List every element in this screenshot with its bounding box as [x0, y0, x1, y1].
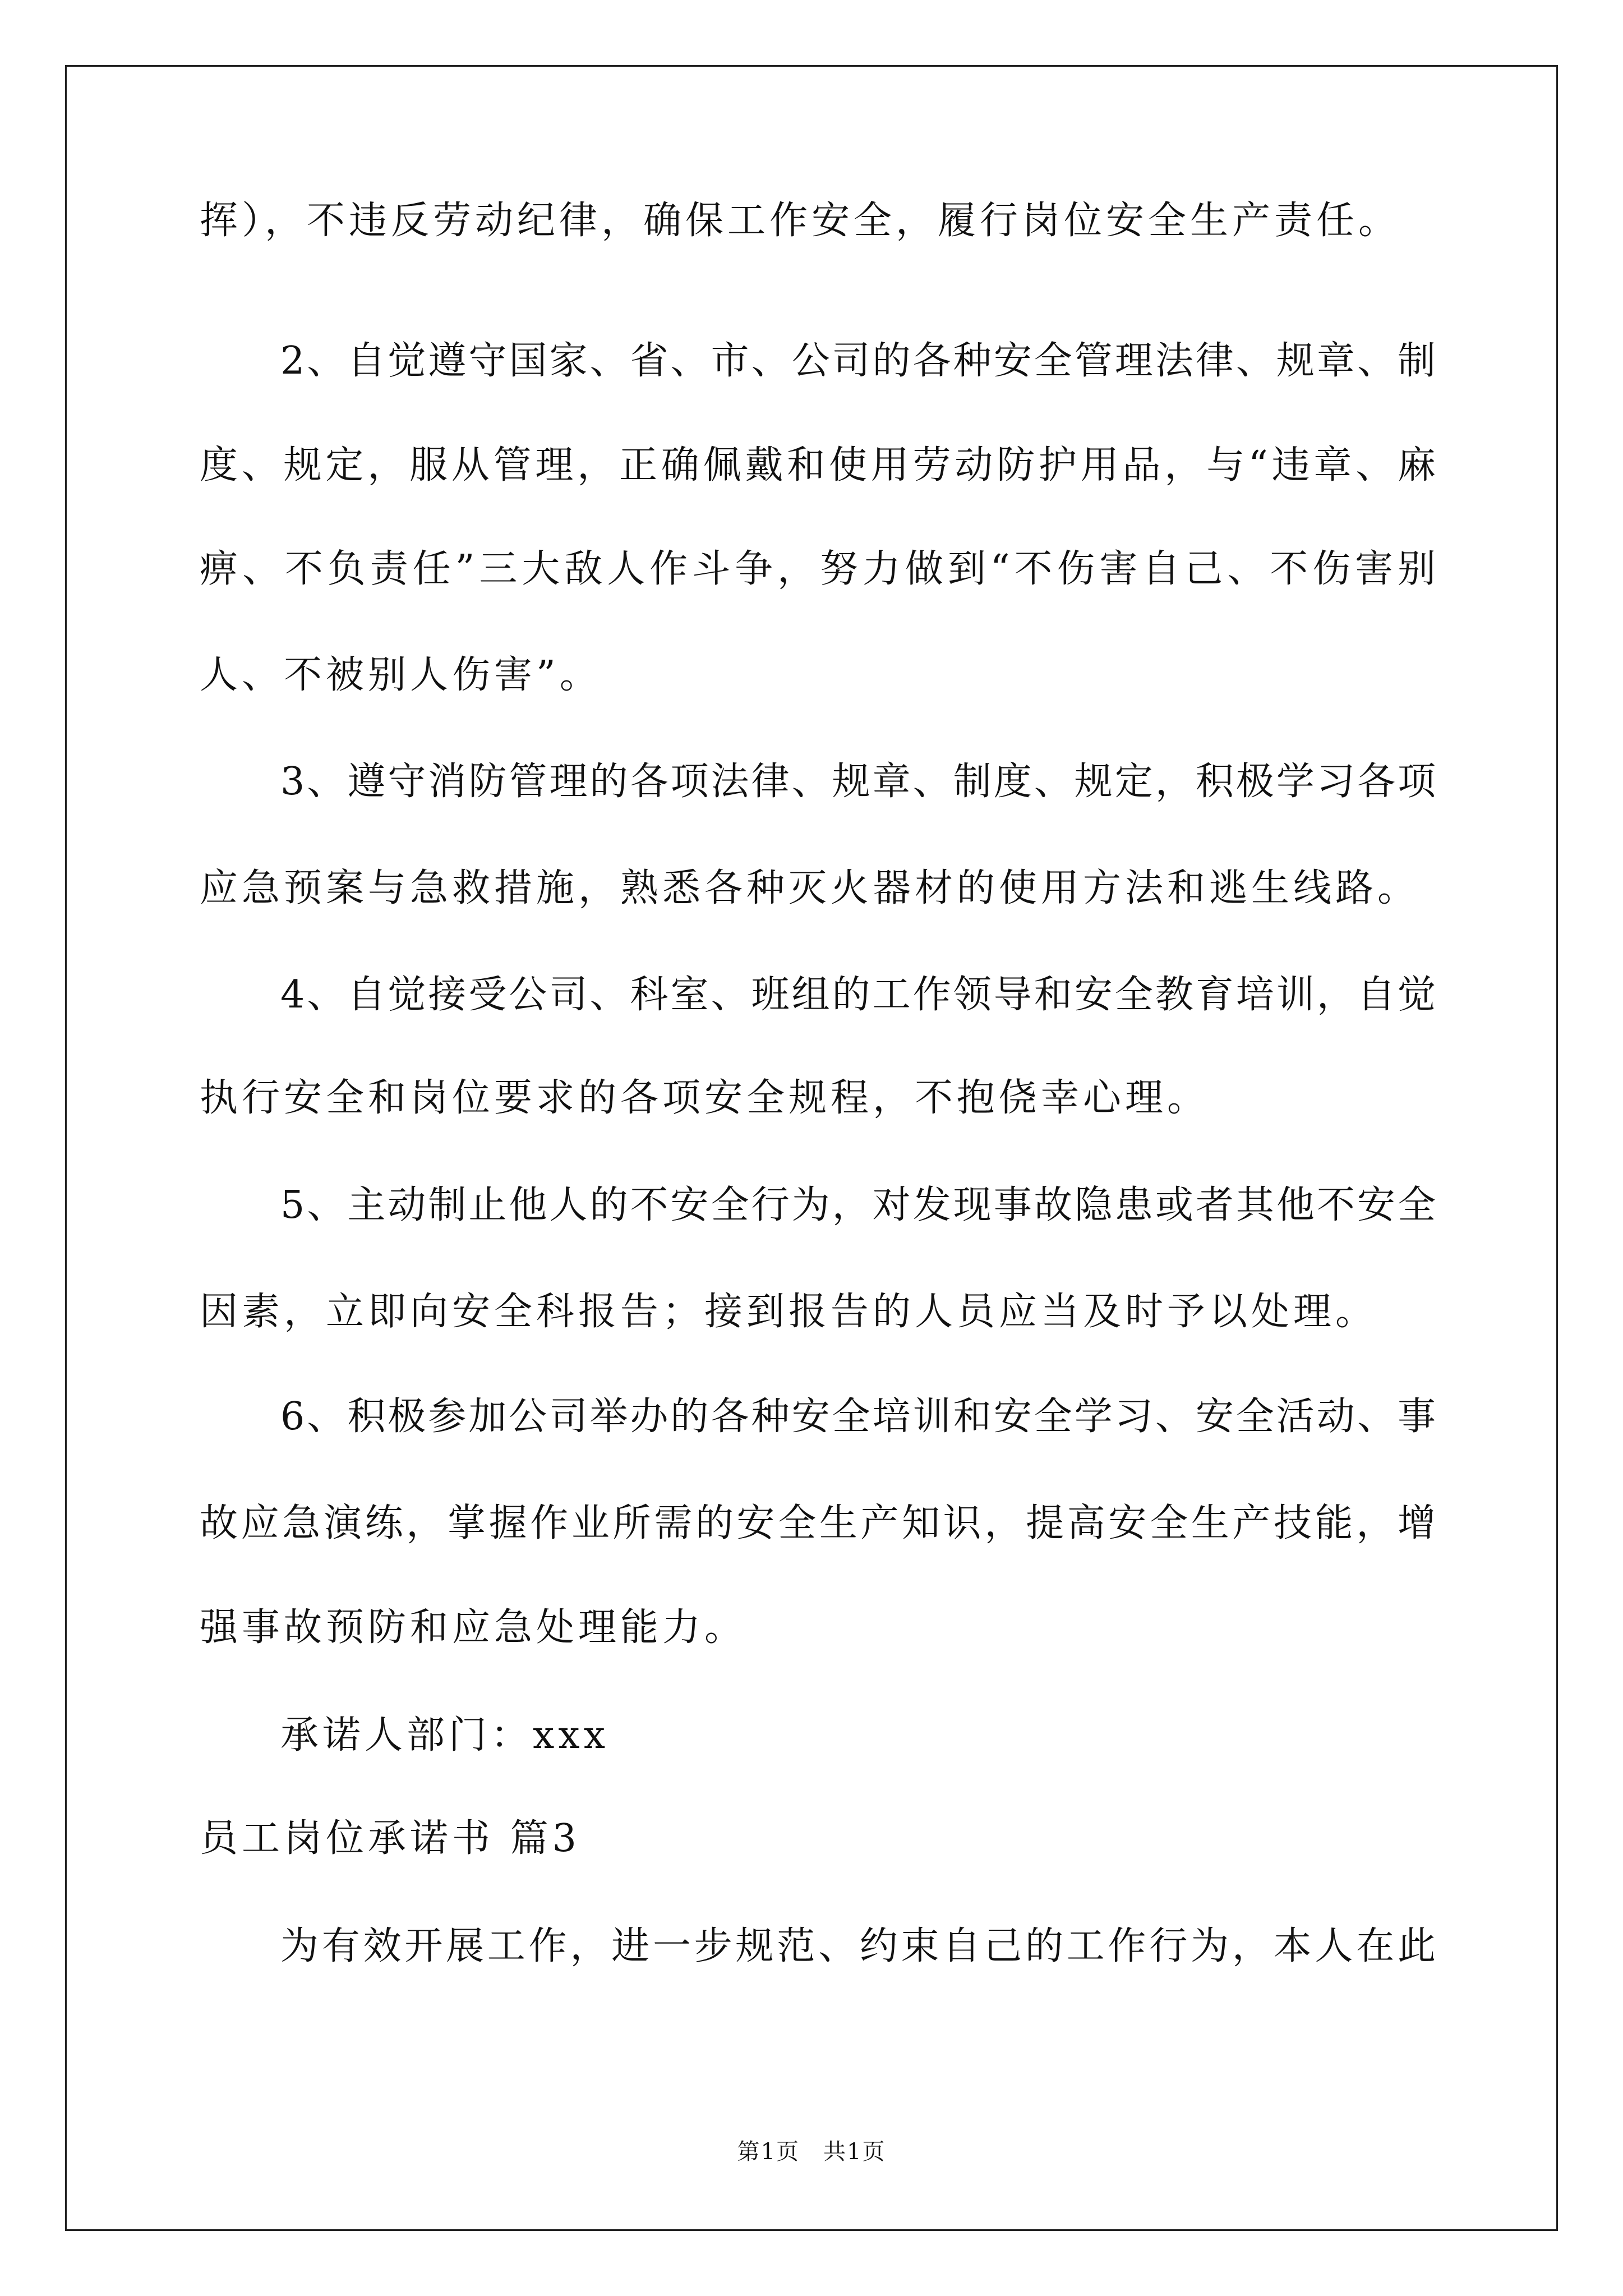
page-footer: 第1页 共1页 — [737, 2139, 886, 2165]
text-line: 2、自觉遵守国家、省、市、公司的各种安全管理法律、规章、制 — [280, 339, 1436, 383]
text-line: 6、积极参加公司举办的各种安全培训和安全学习、安全活动、事 — [280, 1395, 1436, 1439]
text-line: 4、自觉接受公司、科室、班组的工作领导和安全教育培训，自觉 — [280, 973, 1436, 1017]
text-line: 强事故预防和应急处理能力。 — [200, 1605, 747, 1650]
text-line: 故应急演练，掌握作业所需的安全生产知识，提高安全生产技能，增 — [200, 1501, 1436, 1545]
text-line: 执行安全和岗位要求的各项安全规程，不抱侥幸心理。 — [200, 1076, 1210, 1120]
text-line: 为有效开展工作，进一步规范、约束自己的工作行为，本人在此 — [280, 1924, 1436, 1968]
pledger-department: 承诺人部门：xxx — [280, 1713, 610, 1757]
text-line: 5、主动制止他人的不安全行为，对发现事故隐患或者其他不安全 — [280, 1183, 1436, 1227]
text-line: 3、遵守消防管理的各项法律、规章、制度、规定，积极学习各项 — [280, 760, 1436, 804]
text-line: 应急预案与急救措施，熟悉各种灭火器材的使用方法和逃生线路。 — [200, 866, 1420, 910]
text-line: 度、规定，服从管理，正确佩戴和使用劳动防护用品，与“违章、麻 — [200, 443, 1436, 487]
text-line: 挥），不违反劳动纪律，确保工作安全，履行岗位安全生产责任。 — [200, 199, 1401, 243]
text-line: 因素，立即向安全科报告；接到报告的人员应当及时予以处理。 — [200, 1290, 1378, 1334]
text-line: 人、不被别人伤害”。 — [200, 653, 602, 697]
section-heading: 员工岗位承诺书 篇3 — [200, 1816, 580, 1861]
text-line: 痹、不负责任”三大敌人作斗争，努力做到“不伤害自己、不伤害别 — [200, 547, 1436, 591]
page-border — [65, 65, 1558, 2231]
